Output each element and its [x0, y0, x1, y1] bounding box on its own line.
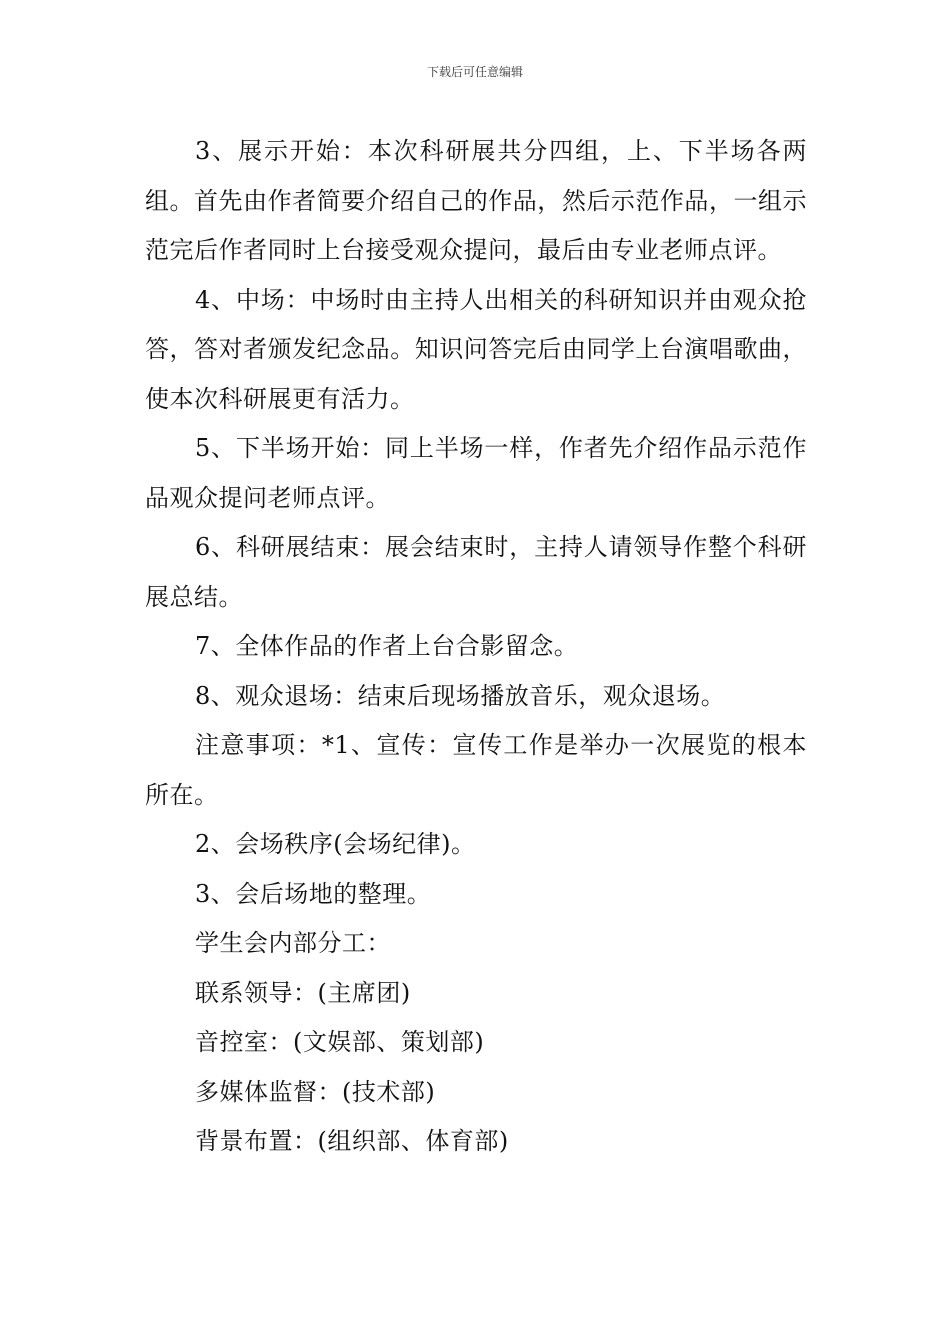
- paragraph-notes-cleanup: 3、会后场地的整理。: [195, 879, 432, 908]
- page-header: 下载后可任意编辑: [426, 65, 523, 79]
- paragraph-division-title: 学生会内部分工：: [195, 929, 391, 957]
- paragraph-notes-order: 2、会场秩序(会场纪律)。: [195, 830, 476, 858]
- paragraph-intermission: 4、中场：中场时由主持人出相关的科研知识并由观众抢答，答对者颁发纪念品。知识问答完后由同学上台演唱歌曲，使本次科研展更有活力。: [145, 285, 807, 413]
- paragraph-division-leaders: 联系领导：(主席团): [195, 978, 411, 1007]
- paragraph-audience-exit: 8、观众退场：结束后现场播放音乐，观众退场。: [195, 681, 726, 710]
- paragraph-display-start: 3、展示开始：本次科研展共分四组，上、下半场各两组。首先由作者简要介绍自己的作品，然后示范作品，一组示范完后作者同时上台接受观众提问，最后由专业老师点评。: [145, 137, 807, 264]
- document-body: [145, 127, 807, 1167]
- paragraph-division-multimedia: 多媒体监督：(技术部): [195, 1077, 436, 1106]
- paragraph-notes-publicity: 注意事项：*1、宣传：宣传工作是举办一次展览的根本所在。: [145, 731, 807, 809]
- paragraph-second-half: 5、下半场开始：同上半场一样，作者先介绍作品示范作品观众提问老师点评。: [145, 434, 807, 512]
- paragraph-division-sound: 音控室：(文娱部、策划部): [195, 1028, 485, 1056]
- paragraph-group-photo: 7、全体作品的作者上台合影留念。: [195, 632, 579, 660]
- paragraph-division-background: 背景布置：(组织部、体育部): [195, 1127, 509, 1155]
- paragraph-exhibition-end: 6、科研展结束：展会结束时，主持人请领导作整个科研展总结。: [145, 533, 807, 611]
